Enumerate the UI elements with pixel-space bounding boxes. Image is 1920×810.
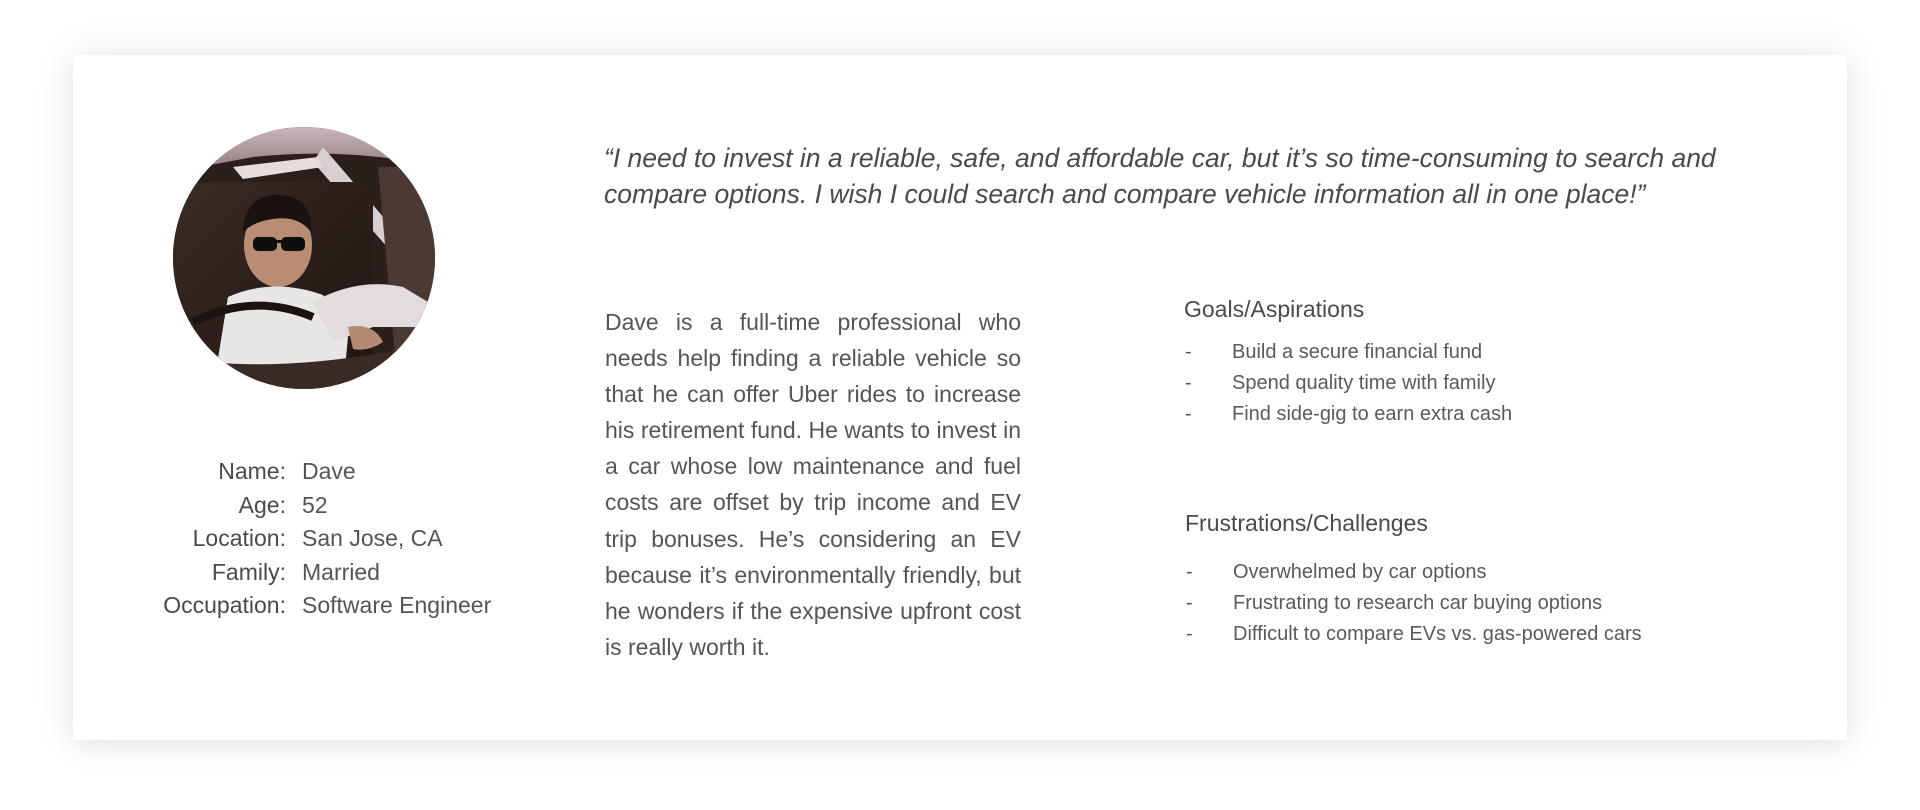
persona-details bbox=[130, 455, 530, 623]
list-item bbox=[1185, 337, 1512, 368]
list-item-text: Build a secure financial fund bbox=[1232, 341, 1483, 363]
list-item-text: Frustrating to research car buying options bbox=[1233, 592, 1603, 614]
bullet-dash: - bbox=[1185, 403, 1192, 425]
bullet-dash: - bbox=[1186, 592, 1193, 614]
detail-value: Software Engineer bbox=[302, 592, 492, 618]
bullet-dash: - bbox=[1185, 372, 1192, 394]
list-item bbox=[1186, 588, 1642, 619]
persona-bio: Dave is a full-time professional who needs help finding a reliable vehicle so that he can offer Uber rides to increase his retirement fund. He wants to invest in a car whose low maintenance and fuel costs are offset by trip income and EV trip bonuses. He’s considering an EV because it’s environmentally friendly, but he wonders if the expensive upfront cost is really worth it. bbox=[605, 309, 1021, 660]
avatar bbox=[173, 127, 435, 389]
list-item-text: Difficult to compare EVs vs. gas-powered cars bbox=[1233, 623, 1642, 645]
bullet-dash: - bbox=[1185, 341, 1192, 363]
bullet-dash: - bbox=[1186, 623, 1193, 645]
list-item bbox=[1186, 557, 1642, 588]
list-item bbox=[1185, 368, 1512, 399]
bullet-dash: - bbox=[1186, 561, 1193, 583]
detail-row-location bbox=[130, 522, 530, 556]
list-item-text: Find side-gig to earn extra cash bbox=[1232, 403, 1513, 425]
detail-row-family bbox=[130, 556, 530, 590]
avatar-photo bbox=[173, 127, 435, 389]
list-item-text: Overwhelmed by car options bbox=[1233, 561, 1487, 583]
goals-list bbox=[1185, 337, 1512, 430]
frustrations-title: Frustrations/Challenges bbox=[1185, 510, 1428, 536]
detail-value: Married bbox=[302, 558, 380, 585]
list-item bbox=[1185, 399, 1512, 430]
frustrations-list bbox=[1186, 557, 1642, 650]
detail-label: Age: bbox=[238, 491, 286, 518]
detail-label: Name: bbox=[218, 458, 286, 484]
detail-value: San Jose, CA bbox=[302, 525, 443, 551]
goals-title: Goals/Aspirations bbox=[1184, 296, 1365, 322]
detail-row-age bbox=[130, 489, 530, 523]
detail-row-occupation bbox=[130, 589, 530, 623]
detail-row-name bbox=[130, 455, 530, 489]
list-item-text: Spend quality time with family bbox=[1232, 372, 1496, 394]
detail-value: 52 bbox=[302, 491, 328, 518]
list-item bbox=[1186, 619, 1642, 650]
detail-label: Location: bbox=[192, 525, 286, 551]
detail-label: Family: bbox=[211, 558, 286, 585]
detail-value: Dave bbox=[302, 458, 356, 484]
detail-label: Occupation: bbox=[163, 592, 286, 618]
persona-quote: “I need to invest in a reliable, safe, and affordable car, but it’s so time-consuming to search and compare options. I wish I could search and compare vehicle information all in one place!” bbox=[604, 143, 1716, 209]
